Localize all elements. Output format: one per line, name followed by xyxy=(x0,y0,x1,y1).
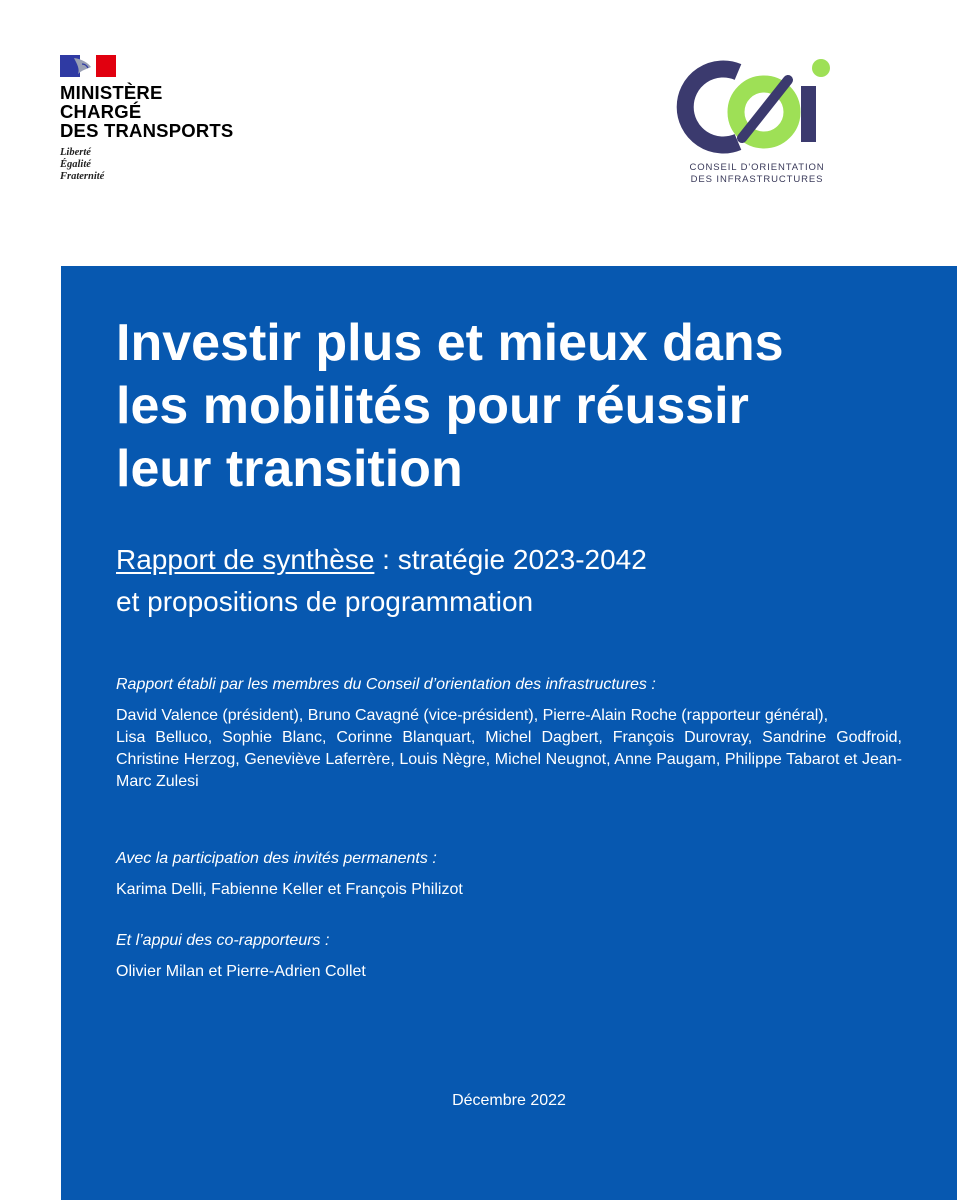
republic-motto: Liberté Égalité Fraternité xyxy=(60,147,105,182)
ministry-name: MINISTÈRE CHARGÉ DES TRANSPORTS xyxy=(60,82,234,141)
corapporteurs-list: Olivier Milan et Pierre-Adrien Collet xyxy=(116,963,366,980)
guests-block xyxy=(116,848,902,901)
report-date: Décembre 2022 xyxy=(452,1092,566,1109)
guests-intro: Avec la participation des invités permanents : xyxy=(116,850,437,867)
members-list: David Valence (président), Bruno Cavagné (vice-président), Pierre-Alain Roche (rapporteur général), xyxy=(116,707,829,724)
report-subtitle: Rapport de synthèse : stratégie 2023-2042 et propositions de programmation xyxy=(116,544,647,617)
coi-emblem-icon xyxy=(672,56,842,160)
guests-list: Karima Delli, Fabienne Keller et François Philizot xyxy=(116,881,463,898)
cover-panel xyxy=(61,266,957,1200)
coi-caption: CONSEIL D'ORIENTATION xyxy=(689,162,825,173)
members-list: Lisa Belluco, Sophie Blanc, Corinne Blanquart, Michel Dagbert, François Durovray, Sandrine Godfroid, Christine Herzog, Geneviève Laferrère, Louis Nègre, Michel Neugnot, Anne Paugam, Philippe Tabarot et Jean-Marc Zulesi xyxy=(116,729,902,790)
members-block xyxy=(116,674,902,793)
members-intro: Rapport établi par les membres du Conseil d’orientation des infrastructures : xyxy=(116,676,656,693)
corapporteurs-block xyxy=(116,930,902,983)
ministry-logo xyxy=(60,55,260,183)
marianne-flag-icon xyxy=(60,55,116,77)
report-title: Investir plus et mieux dans les mobilités pour réussir leur transition xyxy=(116,314,784,498)
coi-logo xyxy=(672,56,842,192)
subtitle-report-type: Rapport de synthèse xyxy=(116,544,375,575)
corapporteurs-intro: Et l’appui des co-rapporteurs : xyxy=(116,932,330,949)
coi-caption: DES INFRASTRUCTURES xyxy=(690,174,824,185)
